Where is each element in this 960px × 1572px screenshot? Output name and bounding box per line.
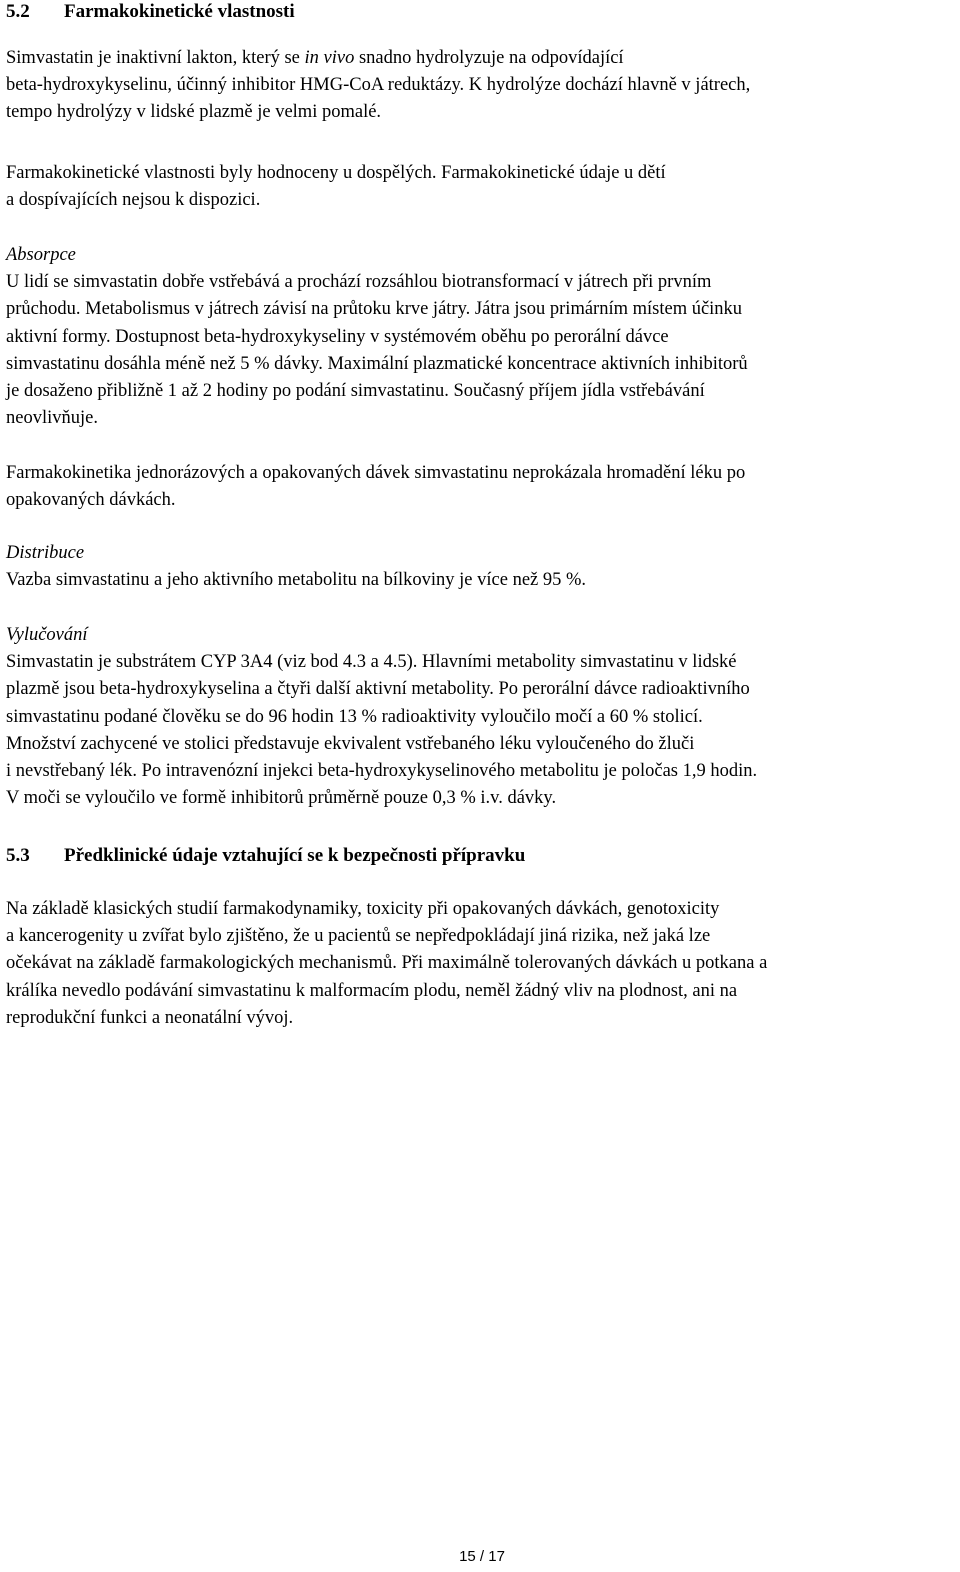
text-line: Na základě klasických studií farmakodynamiky, toxicity při opakovaných dávkách, genotoxicity	[6, 899, 720, 919]
section-heading-5-3	[6, 842, 525, 869]
paragraph-adults	[6, 160, 956, 214]
paragraph-distribution	[6, 540, 956, 594]
text-line: očekávat na základě farmakologických mechanismů. Při maximálně tolerovaných dávkách u potkana a	[6, 953, 768, 974]
section-title: Předklinické údaje vztahující se k bezpečnosti přípravku	[64, 845, 526, 866]
page-footer	[0, 1548, 960, 1566]
paragraph-preclinical	[6, 896, 956, 1032]
text-line: aktivní formy. Dostupnost beta-hydroxykyseliny v systémovém oběhu po perorální dávce	[6, 326, 669, 347]
section-title: Farmakokinetické vlastnosti	[64, 1, 295, 22]
page-number: 15 / 17	[459, 1548, 505, 1565]
text-line: Farmakokinetika jednorázových a opakovaných dávek simvastatinu neprokázala hromadění léku po	[6, 463, 746, 483]
paragraph-kinetics	[6, 460, 956, 514]
text-line: simvastatinu podané člověku se do 96 hodin 13 % radioaktivity vyloučilo močí a 60 % stolicí.	[6, 706, 703, 727]
text-line: V moči se vyloučilo ve formě inhibitorů průměrně pouze 0,3 % i.v. dávky.	[6, 788, 557, 809]
text-line	[6, 45, 956, 72]
text-line: opakovaných dávkách.	[6, 490, 176, 511]
text-line: a kancerogenity u zvířat bylo zjištěno, že u pacientů se nepředpokládají jiná rizika, než jaká lze	[6, 926, 711, 947]
text-line: králíka nevedlo podávání simvastatinu k malformacím plodu, neměl žádný vliv na plodnost, ani na	[6, 980, 738, 1001]
text-line: reprodukční funkci a neonatální vývoj.	[6, 1007, 294, 1028]
text-line: Vazba simvastatinu a jeho aktivního metabolitu na bílkoviny je více než 95 %.	[6, 570, 587, 591]
text-line: průchodu. Metabolismus v játrech závisí na průtoku krve játry. Játra jsou primárním místem účinku	[6, 299, 743, 320]
subheading-distribution: Distribuce	[6, 543, 85, 563]
text-fragment: Simvastatin je inaktivní lakton, který se	[6, 48, 305, 68]
text-line: beta-hydroxykyselinu, účinný inhibitor HMG-CoA reduktázy. K hydrolýze dochází hlavně v játrech,	[6, 75, 751, 96]
paragraph-elimination	[6, 622, 956, 812]
text-line: U lidí se simvastatin dobře vstřebává a prochází rozsáhlou biotransformací v játrech při prvním	[6, 272, 712, 293]
text-line: i nevstřebaný lék. Po intravenózní injekci beta-hydroxykyselinového metabolitu je poločas 1,9 hodin.	[6, 761, 758, 782]
italic-term: in vivo	[304, 48, 355, 68]
text-line: a dospívajících nejsou k dispozici.	[6, 190, 261, 211]
text-line: Farmakokinetické vlastnosti byly hodnoceny u dospělých. Farmakokinetické údaje u dětí	[6, 163, 666, 183]
text-line: Simvastatin je substrátem CYP 3A4 (viz bod 4.3 a 4.5). Hlavními metabolity simvastatinu v lidské	[6, 652, 737, 673]
subheading-elimination: Vylučování	[6, 625, 88, 645]
paragraph-intro	[6, 45, 956, 127]
text-line: simvastatinu dosáhla méně než 5 % dávky. Maximální plazmatické koncentrace aktivních inhibitorů	[6, 353, 748, 374]
text-line: je dosaženo přibližně 1 až 2 hodiny po podání simvastatinu. Současný příjem jídla vstřebávání	[6, 381, 705, 402]
section-number: 5.2	[6, 1, 30, 22]
text-line: neovlivňuje.	[6, 408, 98, 429]
text-line: tempo hydrolýzy v lidské plazmě je velmi pomalé.	[6, 102, 382, 123]
text-fragment: snadno hydrolyzuje na odpovídající	[354, 48, 624, 68]
text-line: Množství zachycené ve stolici představuje ekvivalent vstřebaného léku vyloučeného do žluči	[6, 733, 695, 754]
text-line: plazmě jsou beta-hydroxykyselina a čtyři další aktivní metabolity. Po perorální dávce radioaktivního	[6, 679, 750, 700]
section-number: 5.3	[6, 845, 30, 866]
subheading-absorption: Absorpce	[6, 245, 76, 265]
paragraph-absorption	[6, 242, 956, 432]
section-heading-5-2	[6, 0, 295, 25]
